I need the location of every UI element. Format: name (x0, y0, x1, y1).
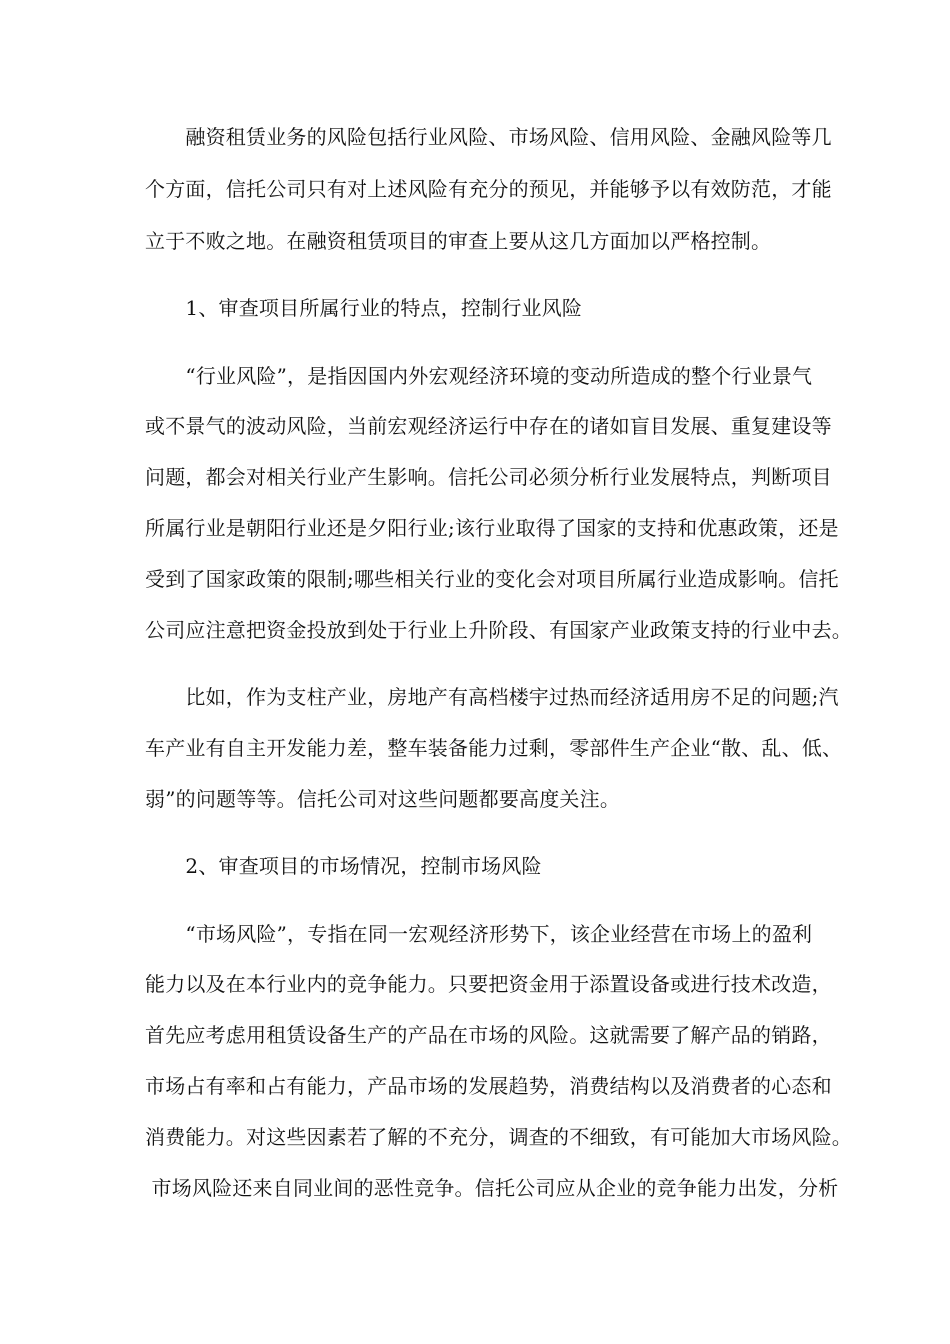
text-line: 所属行业是朝阳行业还是夕阳行业;该行业取得了国家的支持和优惠政策，还是 (145, 516, 839, 540)
text-line: “市场风险”，专指在同一宏观经济形势下，该企业经营在市场上的盈利 (145, 922, 813, 946)
text-line: 或不景气的波动风险，当前宏观经济运行中存在的诸如盲目发展、重复建设等 (145, 414, 832, 438)
text-line: 能力以及在本行业内的竞争能力。只要把资金用于添置设备或进行技术改造， (145, 972, 832, 996)
section-heading: 2、审查项目的市场情况，控制市场风险 (145, 854, 542, 878)
text-line: 个方面，信托公司只有对上述风险有充分的预见，并能够予以有效防范，才能 (145, 177, 832, 201)
section-heading: 1、审查项目所属行业的特点，控制行业风险 (145, 296, 583, 320)
text-line: 弱”的问题等等。信托公司对这些问题都要高度关注。 (145, 787, 621, 811)
text-line: 首先应考虑用租赁设备生产的产品在市场的风险。这就需要了解产品的销路， (145, 1023, 832, 1047)
text-line: 市场占有率和占有能力，产品市场的发展趋势，消费结构以及消费者的心态和 (145, 1074, 832, 1098)
text-line: 立于不败之地。在融资租赁项目的审查上要从这几方面加以严格控制。 (145, 229, 772, 253)
text-line: 消费能力。对这些因素若了解的不充分，调查的不细致，有可能加大市场风险。 (145, 1125, 852, 1149)
text-line: 车产业有自主开发能力差，整车装备能力过剩，零部件生产企业“散、乱、低、 (145, 736, 843, 760)
text-line: 问题，都会对相关行业产生影响。信托公司必须分析行业发展特点，判断项目 (145, 465, 832, 489)
text-line: 融资租赁业务的风险包括行业风险、市场风险、信用风险、金融风险等几 (145, 125, 832, 149)
text-line: 公司应注意把资金投放到处于行业上升阶段、有国家产业政策支持的行业中去。 (145, 618, 852, 642)
text-line: 比如，作为支柱产业，房地产有高档楼宇过热而经济适用房不足的问题;汽 (145, 685, 839, 709)
text-line: 受到了国家政策的限制;哪些相关行业的变化会对项目所属行业造成影响。信托 (145, 567, 839, 591)
text-line: “行业风险”，是指因国内外宏观经济环境的变动所造成的整个行业景气 (145, 364, 813, 388)
text-line: 市场风险还来自同业间的恶性竞争。信托公司应从企业的竞争能力出发，分析 (145, 1176, 839, 1200)
